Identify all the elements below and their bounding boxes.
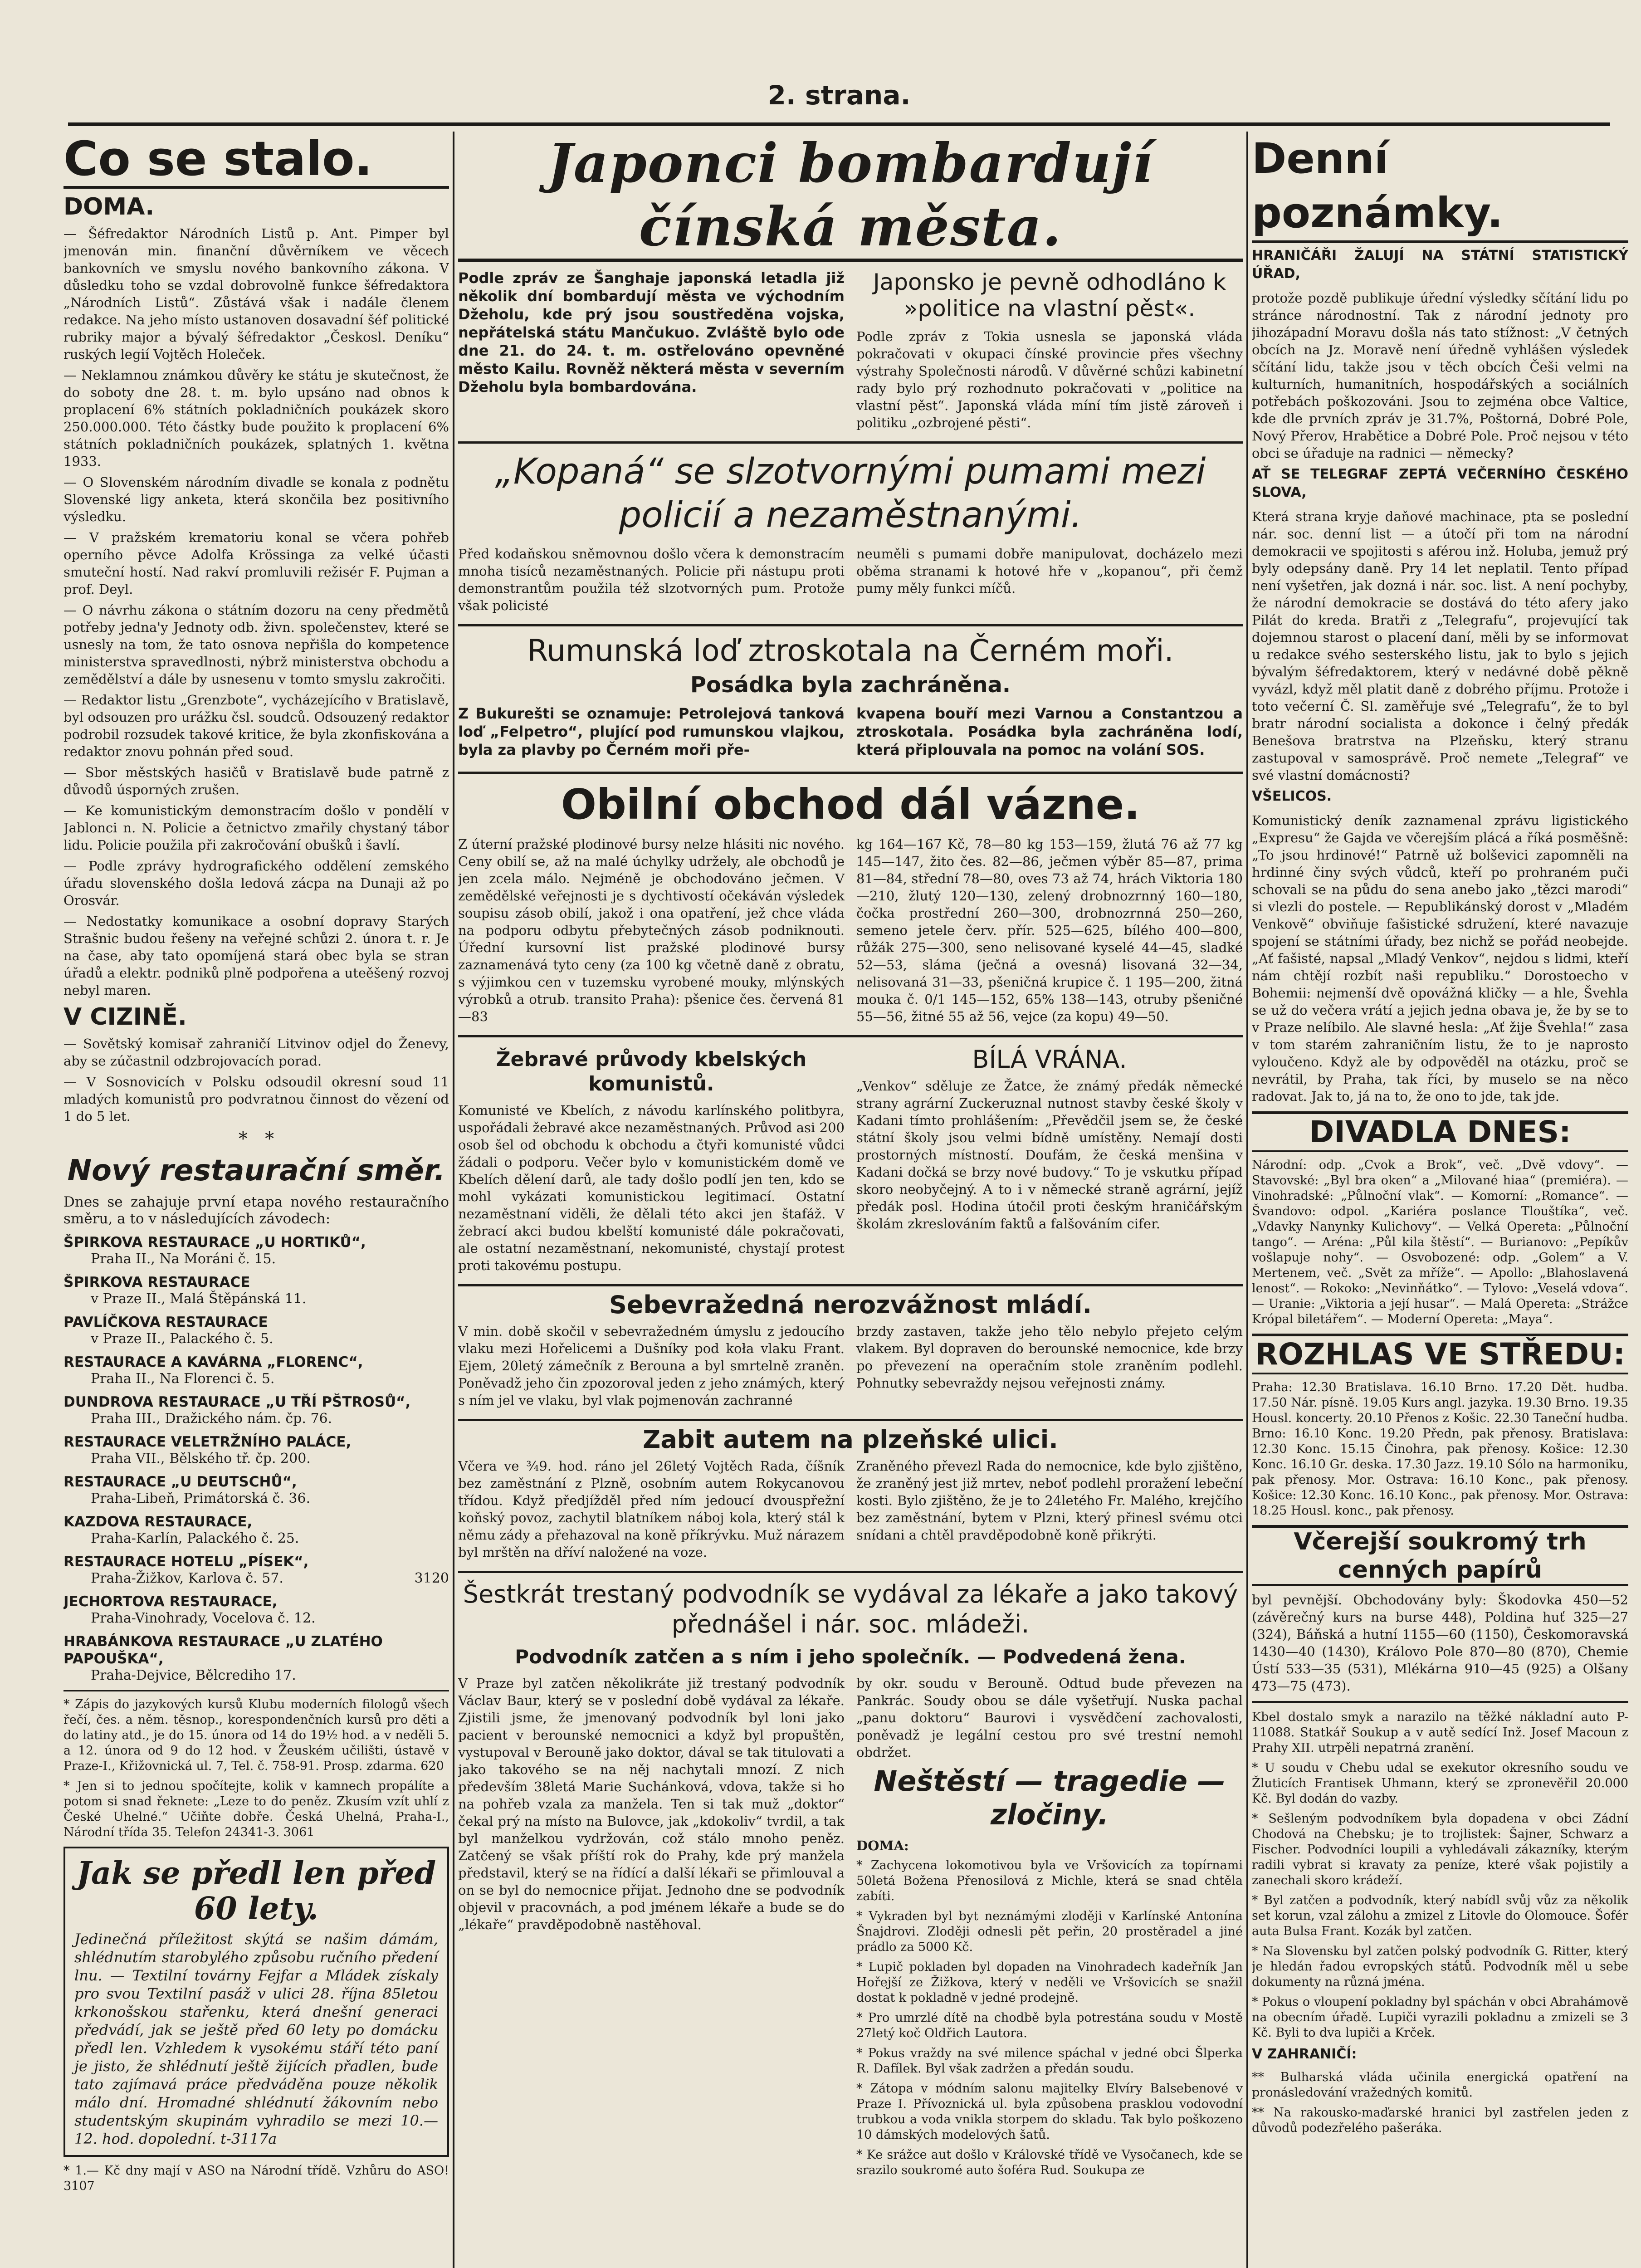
rumun-right: kvapena bouří mezi Varnou a Constantzou a ztroskotala. Posádka byla zachráněna lodí, která připlouvala na pomoc na volání SOS.	[856, 705, 1243, 758]
restaurant-entry	[63, 1473, 449, 1507]
kbel-body: Kbel dostalo smyk a narazilo na těžké nákladní auto P-11088. Statkář Soukup a v autě sedící Inž. Josef Macoun z Prahy XII. utrpěli nepatrná zranění.	[1252, 1710, 1628, 1755]
telegraf-heading: AŤ SE TELEGRAF ZEPTÁ VEČERNÍHO ČESKÉHO SLOVA,	[1252, 466, 1628, 500]
hranicari-body: protože pozdě publikuje úřední výsledky sčítání lidu po stránce národnostní. Tak z národní jednoty pro jihozápadní Moravu došla nás tato stížnost: „V četných obcích na Jz. Moravě není úředně vyhlášen výsledek sčítání lidu, takže jsou v těch obcích Češi velmi na kulturních, humanitních, hospodářských a sociálních potřebách poškozováni. Jsou to zejména obce Valtice, kde dle prvních zpráv je 31.7%, Poštorná, Dobré Pole, Nový Přerov, Hrabětice a Dobré Pole. Proč nejsou v této obci se úřaduje na radnici — německy?	[1252, 290, 1628, 461]
rozhlas-title: ROZHLAS VE STŘEDU:	[1252, 1334, 1628, 1374]
main-banner-headline: Japonci bombardují čínská města.	[458, 132, 1243, 262]
divider	[458, 1571, 1243, 1573]
rumun-headline: Rumunská loď ztroskotala na Černém moři.	[527, 633, 1174, 668]
section-title: Co se stalo.	[63, 132, 449, 189]
zahranici-item: ** Na rakousko-maďarské hranici byl zastřelen jeden z důvodů podezřelého pašeráka.	[1252, 2106, 1628, 2135]
restaurant-name: PAVLÍČKOVA RESTAURACE	[63, 1314, 268, 1330]
nestesti-item: * Lupič pokladen byl dopaden na Vinohradech kadeřník Jan Hořejší ze Žižkova, který v neděli ve Vršovicích se snažil dostat k pokladně v jedné prodejně.	[856, 1960, 1243, 2005]
restaurant-name: ŠPIRKOVA RESTAURACE	[63, 1274, 250, 1290]
section-doma-heading: DOMA.	[63, 193, 155, 220]
divadla-title: DIVADLA DNES:	[1252, 1111, 1628, 1152]
restaurant-address: Praha III., Dražického nám. čp. 76.	[91, 1411, 332, 1427]
restaurant-address: Praha II., Na Moráni č. 15.	[91, 1251, 276, 1267]
section-title: Denní poznámky.	[1252, 132, 1628, 243]
restaurant-entry	[63, 1433, 449, 1467]
crime-item: * Sešleným podvodníkem byla dopadena v obci Zádní Chodová na Chebsku; je to trojlistek: Šajner, Schwarz a Fischer. Podvodníci loupili a vyhledávali zákazníky, kterým radili vybrat si kravaty za peníze, které však pojistily a zanechali skoro krádeží.	[1252, 1812, 1628, 1887]
podvodnik-story	[458, 1675, 1243, 2183]
restaurant-address: v Praze II., Palackého č. 5.	[91, 1331, 274, 1347]
restaurant-address: Praha-Karlín, Palackého č. 25.	[91, 1530, 299, 1546]
obili-headline: Obilní obchod dál vázne.	[561, 780, 1140, 829]
column-rule-right	[1246, 132, 1248, 2268]
nestesti-item: * Vykraden byl byt neznámými zloději v Karlínské Antonína Šnajdrovi. Zloději odnesli pět peřin, 20 prostěradel a jiné prádlo za 5000 Kč.	[856, 1909, 1243, 1954]
divider	[458, 772, 1243, 774]
zahranici-heading: V ZAHRANIČÍ:	[1252, 2046, 1357, 2062]
doma-news-list	[63, 225, 449, 999]
doma-news-item: — V pražském krematoriu konal se včera pohřeb operního pěvce Adolfa Krössinga za velké účasti smuteční hostí. Nad rakví promluvili režisér F. Pujman a prof. Deyl.	[63, 530, 449, 597]
cizina-news-item: — Sovětský komisař zahraničí Litvinov odjel do Ženevy, aby se zúčastnil odzbrojovacích porad.	[63, 1036, 449, 1069]
restaurant-entry	[63, 1593, 449, 1627]
doma-news-item: — Redaktor listu „Grenzbote“, vycházejícího v Bratislavě, byl odsouzen pro urážku čsl. soudců. Odsouzený redaktor podrobil rozsudek takové kritice, že byla zkonfiskována a redaktor znovu pohnán před soud.	[63, 692, 449, 759]
restaurant-entry	[63, 1354, 449, 1387]
obili-story	[458, 836, 1243, 1029]
podvodnik-left: V Praze byl zatčen několikráte již trestaný podvodník Václav Baur, který se v poslední době vydával za lékaře. Zjistili jsme, že jmenovaný podvodník byl loni jako pacient v berounské nemocnici a když byl propuštěn, vystupoval v Berouně jako doktor, dával se tak titulovati a jako takového se na něj nachytali mnozí. Z nich především 38letá Marie Suchánková, vdova, takže si ho na pohřeb vzala za manžela. Ten si tak muž „doktor“ čekal prý na místo na Bulovce, jak „kdokoliv“ tvrdil, a tak byl manželkou vydržován, což stálo mnoho peněz. Zatčený se však příští rok do Prahy, kde prý manžela představil, který se na řídící a další lékaři se přimlouval a on se byl do nemocnice přijat. Jednoho dne se podvodník objevil v pracovnách, a pod jménem lékaře a bude se do „lékaře“ pravděpodobně nastěhoval.	[458, 1676, 845, 1932]
doma-news-item: — Nedostatky komunikace a osobní dopravy Starých Strašnic budou řešeny na veřejné schůzi 2. února t. r. Je na čase, aby tato opomíjená stará obec byla se stran úřadů a elektr. podniků plně podpořena a uteěšený rozvoj nebyl maren.	[63, 914, 449, 998]
restaurant-name: DUNDROVA RESTAURACE „U TŘÍ PŠTROSŮ“,	[63, 1394, 411, 1410]
doma-news-item: — Sbor městských hasičů v Bratislavě bude patrně z důvodů úsporných zrušen.	[63, 765, 449, 797]
nestesti-list	[856, 1858, 1243, 2178]
trh-body: byl pevnější. Obchodovány byly: Škodovka 450—52 (závěrečný kurs na burse 448), Poldina huť 325—27 (324), Báňská a hutní 1155—60 (1150), Českomoravská 1430—40 (1430), Královo Pole 870—80 (870), Chemie Ústí 533—35 (531), Mlékárna 910—45 (925) a Olšany 473—75 (473).	[1252, 1592, 1628, 1694]
rumun-subheadline: Posádka byla zachráněna.	[690, 672, 1011, 698]
restaurant-entry	[63, 1314, 449, 1347]
restaurant-name: RESTAURACE VELETRŽNÍHO PALÁCE,	[63, 1434, 352, 1450]
aso-note: * 1.— Kč dny mají v ASO na Národní třídě. Vzhůru do ASO! 3107	[63, 2164, 449, 2193]
column-co-se-stalo	[63, 132, 449, 2268]
column-main-news	[458, 132, 1243, 2268]
doma-news-item: — O návrhu zákona o státním dozoru na ceny předmětů potřeby jedna'y Jednoty odb. živn. společenstev, které se usnesly na tom, že tato osnova nepřišla do kompetence ministerstva spravedlnosti, nýbrž ministerstva obchodu a zemědělství a dále by usnesenu v tomto smyslu zakročiti.	[63, 602, 449, 687]
restaurant-address: Praha VII., Bělského tř. čp. 200.	[91, 1451, 311, 1466]
restaurant-name: RESTAURACE HOTELU „PÍSEK“,	[63, 1554, 309, 1570]
page-header	[68, 68, 1610, 126]
restaurant-address: Praha-Žižkov, Karlova č. 57. 3120	[91, 1570, 449, 1586]
divider	[458, 1035, 1243, 1037]
section-cizina-heading: V CIZINĚ.	[63, 1003, 187, 1031]
cizina-news-list	[63, 1035, 449, 1125]
restaurant-name: JECHORTOVA RESTAURACE,	[63, 1593, 278, 1610]
sestkrat-headline: Šestkrát trestaný podvodník se vydával za lékaře a jako takový přednášel i nár. soc. mládeži.	[463, 1580, 1238, 1638]
sebevrazedna-story	[458, 1323, 1243, 1413]
divider	[63, 1690, 449, 1691]
small-ad-item: * Jen si to jednou spočítejte, kolik v kamnech propálíte a potom si snad řeknete: „Leze to do peněz. Zkusím vzít uhlí z České Uhelné.“ Učiňte dobře. Česká Uhelná, Praha-I., Národní třída 35. Telefon 24341-3. 3061	[63, 1779, 449, 1839]
zabit-story	[458, 1457, 1243, 1564]
rumun-story	[458, 704, 1243, 765]
restaurant-entry	[63, 1274, 449, 1307]
ad-body: Jedinečná příležitost skýtá se našim dámám, shlédnutím starobylého způsobu ručního předení lnu. — Textilní továrny Fejfar a Mládek získaly pro svou Textilní pasáž v ulici 28. října 85letou krkonošskou stařenku, která dnešní generaci předvádí, jak se ještě před 60 lety po domácku předl len. Vzhledem k vysokému stáří této paní je jisto, že shlédnutí ještě žijících přadlen, bude tato zajímavá práce předváděna pouze několik málo dní. Hromadné shlédnutí žákovním nebo studentským skupinám vyhradilo se mezi 10.—12. hod. dopolední. t-3117a	[74, 1931, 438, 2147]
restaurant-address: Praha-Vinohrady, Vocelova č. 12.	[91, 1610, 316, 1626]
nestesti-item: * Zachycena lokomotivou byla ve Vršovicích za topírnami 50letá Božena Přenosilová z Michle, která se snad chtěla zabíti.	[856, 1858, 1243, 1903]
separator-stars: * *	[238, 1129, 274, 1149]
divadla-body: Národní: odp. „Cvok a Brok“, več. „Dvě vdovy“. — Stavovské: „Byl bra oken“ a „Milované hiaa“ (premiéra). — Vinohradské: „Půlnoční vlak“. — Komorní: „Romance“. — Švandovo: odpol. „Kariéra poslance Tlouštíka“, več. „Vdavky Nanynky Kulichovy“. — Velká Opereta: „Půlnoční tango“. — Aréna: „Půl kila štěstí“. — Burianovo: „Pepíkův vošlapuje nohy“. — Osvobozené: odp. „Golem“ a V. Mertenem, več. „Svět za mříže“. — Apollo: „Blahoslavená lenost“. — Rokoko: „Nevinňátko“. — Tylovo: „Veselá vdova“. — Uranie: „Viktoria a její husar“. — Malá Opereta: „Strážce Krópal biletářem“. — Moderní Opereta: „Maya“.	[1252, 1158, 1628, 1326]
crime-item: * Byl zatčen a podvodník, který nabídl svůj vůz za několik set korun, vzal zálohu a zmizel z Litovle do Olomouce. Šofér auta Bulsa Frant. Kozák byl zatčen.	[1252, 1893, 1628, 1938]
restaurant-name: HRABÁNKOVA RESTAURACE „U ZLATÉHO PAPOUŠKA“,	[63, 1633, 383, 1667]
restaurant-address: Praha-Dejvice, Bělcrediho 17.	[91, 1667, 296, 1683]
ad-title: Jak se předl len před 60 lety.	[76, 1855, 436, 1927]
divider	[458, 1419, 1243, 1421]
restaurant-intro: Dnes se zahajuje první etapa nového restauračního směru, a to v následujících závodech:	[63, 1194, 449, 1227]
kopana-story	[458, 545, 1243, 618]
restaurant-entry	[63, 1553, 449, 1587]
restaurant-address: v Praze II., Malá Štěpánská 11.	[91, 1291, 307, 1307]
column-denni-poznamky	[1252, 132, 1628, 2268]
japan-story	[458, 269, 1243, 435]
zabit-right: Zraněného převezl Rada do nemocnice, kde bylo zjištěno, že zraněný jest již mrtev, neboť podlehl proražení lebeční kosti. Bylo zjištěno, že je to 24letého Fr. Malého, krejčího bez zaměstnání, bytem v Plzni, který přinesl svému otci snídani a chtěl pravděpodobně koně přikrýti.	[856, 1458, 1243, 1543]
kopana-left: Před kodaňskou sněmovnou došlo včera k demonstracím mnoha tisíců nezaměstnaných. Policie při nástupu proti demonstrantům použila též slzotvorných pum. Protože však policisté	[458, 546, 845, 613]
doma-news-item: — Podle zprávy hydrografického oddělení zemského úřadu slovenského došla ledová zácpa na Dunaji až po Orosvár.	[63, 858, 449, 908]
ad-number: 3120	[414, 1570, 449, 1586]
cizina-news-item: — V Sosnovicích v Polsku odsoudil okresní soud 11 mladých komunistů pro podvratnou činnost do vězení od 1 do 5 let.	[63, 1074, 449, 1124]
kopana-headline: „Kopaná“ se slzotvornými pumami mezi policií a nezaměstnanými.	[495, 451, 1206, 536]
restaurant-name: RESTAURACE A KAVÁRNA „FLORENC“,	[63, 1354, 363, 1370]
vrana-headline: BÍLÁ VRÁNA.	[972, 1045, 1127, 1074]
zabit-headline: Zabit autem na plzeňské ulici.	[643, 1425, 1058, 1454]
crime-item: * U soudu v Chebu udal se exekutor okresního soudu ve Žluticích Frantisek Uhmann, který se zpronevěřil 20.000 Kč. Byl dodán do vazby.	[1252, 1761, 1628, 1806]
restaurant-address: Praha II., Na Florenci č. 5.	[91, 1371, 275, 1387]
page-number: 2. strana.	[767, 80, 911, 111]
restaurant-name: RESTAURACE „U DEUTSCHŮ“,	[63, 1474, 297, 1490]
kbely-vrana-row	[458, 1044, 1243, 1278]
nestesti-item: * Pro umrzlé dítě na chodbě byla potrestána soudu v Mostě 27letý koč Oldřich Lautora.	[856, 2011, 1243, 2040]
nestesti-headline: Neštěstí — tragedie — zločiny.	[874, 1765, 1226, 1831]
nestesti-item: * Zátopa v módním salonu majitelky Elvíry Balsebenové v Praze I. Přívoznická ul. byla způsobena prasklou vodovodní trubkou a voda vnikla storpem do skladu. Tak bylo poškozeno 10 dámských modelových šatů.	[856, 2082, 1243, 2142]
restaurant-name: ŠPIRKOVA RESTAURACE „U HORTIKŮ“,	[63, 1234, 366, 1251]
zebrave-headline: Žebravé průvody kbelských komunistů.	[496, 1048, 807, 1095]
restaurant-entry	[63, 1633, 449, 1684]
rozhlas-body: Praha: 12.30 Bratislava. 16.10 Brno. 17.20 Dět. hudba. 17.50 Nár. písně. 19.05 Kurs angl. jazyka. 19.30 Brno. 19.35 Housl. koncerty. 20.10 Přenos z Košic. 22.30 Taneční hudba. Brno: 16.10 Konc. 19.20 Předn, pak přenosy. Bratislava: 12.30 Konc. 15.15 Činohra, pak přenosy. Košice: 12.30 Konc. 16.10 Gr. deska. 17.30 Jazz. 19.10 Sólo na harmoniku, pak přenosy. Mor. Ostrava: 16.10 Konc., pak přenosy. Košice: 12.30 Konc. 16.10 Konc., pak přenosy. Mor. Ostrava: 18.25 Housl. konc., pak přenosy.	[1252, 1380, 1628, 1518]
nestesti-item: * Ke srážce aut došlo v Královské třídě ve Vysočanech, kde se srazilo soukromé auto šoféra Rud. Soukupa ze	[856, 2148, 1243, 2177]
kopana-right: neuměli s pumami dobře manipulovat, docházelo mezi oběma stranami k hotové hře v „kopanou“, při čemž pumy měly funkci míčů.	[856, 546, 1243, 596]
zebrave-body: Komunisté ve Kbelích, z návodu karlínského politbyra, uspořádali žebravé akce nezaměstnaných. Průvod asi 200 osob šel od obchodu k obchodu a čtyři komunisté vůdci žádali o podporu. Večer bylo v komunistickém domě ve Kbelích dělení darů, ale tady došlo podlí jen ten, kdo se mohl vykázati komunistickou legitimací. Ostatní nezaměstnaní viděli, že dělali této akci jen štafáž. V žebrací akci budou kbelští komunisté dále pokračovati, ale ostatní nezaměstnaní, nekomunisté, chystají protest proti takovému postupu.	[458, 1103, 845, 1273]
doma-news-item: — Neklamnou známkou důvěry ke státu je skutečnost, že do soboty dne 28. t. m. bylo upsáno nad obnos k proplacení 6% státních pokladničních poukázek skoro 250.000.000. Této částky bude použito k proplacení 6% státních pokladničních poukázek, splatných 1. května 1933.	[63, 367, 449, 469]
small-ad-item: * Zápis do jazykových kursů Klubu moderních filologů všech řečí, čes. a něm. těsnop., korespondenčních kursů pro děti a do latiny atd., je do 15. února od 14 do 19½ hod. a v neděli 5. a 12. února od 9 do 12 hod. v Žeuském učilišti, ústavě v Praze-I., Křižovnická ul. 7, Tel. č. 758-91. Prosp. zdarma. 620	[63, 1697, 449, 1773]
divider	[1252, 1701, 1628, 1703]
nestesti-item: * Pokus vraždy na své milence spáchal v jedné obci Šlperka R. Dafílek. Byl však zadržen a předán soudu.	[856, 2046, 1243, 2076]
restaurant-entry	[63, 1393, 449, 1427]
restaurant-entry	[63, 1234, 449, 1267]
obili-left: Z úterní pražské plodinové bursy nelze hlásiti nic nového. Ceny obilí se, až na malé úchylky udržely, ale obchodů je jen zcela málo. Nejméně je obchodováno ječmen. V zemědělské veřejnosti je s dychtivostí očekáván výsledek soupisu zásob obilí, jakož i ona opatření, jež chce vláda na podporu odbytu přebytečných zásob podniknouti. Úřední kursovní list pražské plodinové bursy zaznamenává tyto ceny (za 100 kg včetně daně z obratu, s výjimkou cen v tuzemsku vyrobené mouky, mlýnských výrobků a otrub. transito Praha): pšenice čes. červená 81—83	[458, 836, 845, 1024]
restaurant-address: Praha-Libeň, Primátorská č. 36.	[91, 1491, 311, 1506]
zabit-left: Včera ve ¾9. hod. ráno jel 26letý Vojtěch Rada, číšník bez zaměstnání z Plzně, osobním autem Rokycanovou třídou. Když předjížděl před ním jedoucí dvouspřežní koňský povoz, zachytil blatníkem náboj kola, který stál k němu zády a přehazoval na koně příkrývku. Muž nárazem byl mrštěn na dříví naložené na voze.	[458, 1458, 845, 1560]
crime-items	[1252, 1760, 1628, 2041]
sebe-left: V min. době skočil v sebevražedném úmyslu z jedoucího vlaku mezi Hořelicemi a Dušníky pod koła vlaku Frant. Ejem, 20letý zámečník z Berouna a byl smrtelně zraněn. Poněvadž jeho čin zpozoroval jeden z jeho známých, který s ním jel ve vlaku, byl vlak pojmenován zachranné	[458, 1324, 845, 1408]
japan-body: Podle zpráv z Tokia usnesla se japonská vláda pokračovati v okupaci čínské provincie přes všechny výstrahy Společnosti národů. V důvěrné schůzi kabinetní rady bylo prý rozhodnuto pokračovati v „politice na vlastní pěst“. Japonská vláda míní tím jistě zároveň i politiku „ozbrojené pěsti“.	[856, 329, 1243, 430]
divider	[458, 624, 1243, 626]
doma-news-item: — O Slovenském národním divadle se konala z podnětu Slovenské ligy anketa, která skončila bez positivního výsledku.	[63, 474, 449, 524]
hranicari-heading: HRANIČÁŘI ŽALUJÍ NA STÁTNÍ STATISTICKÝ ÚŘAD,	[1252, 248, 1628, 282]
small-ads	[63, 1697, 449, 1840]
doma-news-item: — Ke komunistickým demonstracím došlo v pondělí v Jablonci n. N. Policie a četnictvo zmařily chystaný tábor lidu. Policie použila při zakročování obušků i šavlí.	[63, 803, 449, 853]
restaurant-entry	[63, 1513, 449, 1547]
zahranici-item: ** Bulharská vláda učinila energická opatření na pronásledování vražedných komitů.	[1252, 2070, 1628, 2100]
trh-title: Včerejší soukromý trh cenných papírů	[1252, 1525, 1628, 1586]
crime-item: * Pokus o vloupení pokladny byl spáchán v obci Abrahámově na obecním úřadě. Lupiči vyrazili pokladnu a zmizeli se 3 Kč. Byli to dva lupiči a Krček.	[1252, 1995, 1628, 2040]
vrana-body: „Venkov“ sděluje ze Žatce, že známý předák německé strany agrární Zuckeruznal nutnost stavby české školy v Kadani tímto prohlášením: „Převědčil jsem se, že české státní školy jsou velmi bídně umístěny. Nemají dosti prostorných místností. Doufám, že česká menšina v Kadani dočká se brzy nové budovy.“ To je vskutku případ skoro neobyčejný. A to i v německé straně agrární, jejíž předák posl. Hodina útočil proti českým hraničářským školám zkreslováním faktů a falšováním cifer.	[856, 1078, 1243, 1232]
sebe-right: brzdy zastaven, takže jeho tělo nebylo přejeto celým vlakem. Byl dopraven do berounské nemocnice, kde brzy po převezení na operačním stole zraněním podlehl. Pohnutky sebevraždy nejsou veřejnosti známy.	[856, 1324, 1243, 1391]
nestesti-doma-label: DOMA:	[856, 1838, 909, 1853]
velicos-body: Komunistický deník zaznamenal zprávu ligistického „Expresu“ že Gajda ve včerejším plácá a říká posměšně: „To jsou hrdinové!“ Patrně už bolševici zapomněli na hrdinné činy svých vůdců, kteří po prohraném puči schovali se na půdu do sena anebo jako „tězci marodi“ si vlezli do postele. — Republikánský dorost v „Mladém Venkově“ obviňuje fašistické sdružení, které navazuje spojení se státními úřady, bez nichž se pořád neobejde. „Ať fašisté, napsal „Mladý Venkov“, nejdou s lidmi, kteří nám chtějí rozbít naši republiku.“ Dorostoecho v Bohemii: nejmenší dvě opovážná kličky — a hle, Švehla se už do večera vrátí a jejich jedna obava je, že by se to v Praze nelíbilo. Ale slavné hesla: „Ať žije Švehla!“ zasa v tom starém zahraničním listu, že to je naprosto vyloučeno. Když ale by odpověděl na otázku, proč se nevrátil, by Praha, tak říci, by muselo se na něco radovat. Jak to, já na to, že ono to jde, tak jde.	[1252, 813, 1628, 1104]
obili-right: kg 164—167 Kč, 78—80 kg 153—159, žlutá 76 až 77 kg 145—147, žito čes. 82—86, ječmen výběr 85—87, prima 81—84, střední 78—80, oves 73 až 74, hrách Viktoria 180—210, žlutý 120—130, zelený drobnozrnný 160—180, čočka prostřední 260—300, drobnozrnná 250—260, semeno jetele červ. přír. 525—625, bílého 400—800, růžák 275—300, seno nelisované kyselé 44—45, sladké 52—53, sláma (ječná a ovesná) lisovaná 32—34, nelisovaná 31—33, pšeničná krupice č. 1 195—200, žitná mouka č. 0/1 145—152, 65% 138—143, otruby pšeničné 55—56, žitné 55 až 56, vejce (za kopu) 49—50.	[856, 836, 1243, 1024]
velicos-heading: VŠELICOS.	[1252, 788, 1332, 804]
telegraf-body: Která strana kryje daňové machinace, pta se poslední nár. soc. denní list — a útočí při tom na národní demokracii ve spojitosti s aférou inž. Holuba, jemuž prý byly odepsány daně. Pry 14 let neplatil. Tento případ není vyšetřen, jak dozná i nár. soc. list. A není pochyby, že národní demokracie se dostává do této afery jako Pilát do kreda. Bratři z „Telegrafu“, projevující tak dojemnou starost o placení daní, měli by se informovat u redakce svého sesterského listu, jak to bylo s jejich bývalým šéfredaktorem, který v nedávné době pěkně vyvázl, když měl platit daně z dobrého příjmu. Protože i toto večerní Č. Sl. zaměřuje své „Telegrafu“, že to byl bratr národní socialista a dokonce i čelný předák Benešova bratrstva na Plzeňsku, který stranu zastupoval v samosprávě. Proč nemete „Telegraf“ ve své vlastní domácnosti?	[1252, 509, 1628, 783]
japan-subheadline: Japonsko je pevně odhodláno k »politice na vlastní pěst«.	[873, 269, 1226, 322]
podvodnik-right: by okr. soudu v Berouně. Odtud bude převezen na Pankrác. Soudy obou se dále vyšetřují. Nuska pachal „panu doktoru“ Baurovi i vysvědčení zachovalosti, poněvadž je legální cestou pro své trestní nemohl obdržet.	[856, 1676, 1243, 1760]
restaurant-list	[63, 1234, 449, 1684]
crime-item: * Na Slovensku byl zatčen polský podvodník G. Ritter, který je hledán řadou evropských států. Podvodník měl u sebe dokumenty na různá jména.	[1252, 1944, 1628, 1989]
divider	[458, 441, 1243, 444]
podvodnik-headline: Podvodník zatčen a s ním i jeho společník. — Podvedená žena.	[515, 1646, 1186, 1668]
restaurant-headline: Nový restaurační směr.	[67, 1154, 445, 1188]
japan-lead: Podle zpráv ze Šanghaje japonská letadla již několik dní bombardují města ve východním Džeholu, kde prý jsou soustředěna vojska, nepřátelská státu Mančukuo. Zvláště bylo ode dne 21. do 24. t. m. ostřelováno opevněné město Kailu. Rovněž některá města v severním Džeholu byla bombardována.	[458, 269, 845, 396]
zahranici-list	[1252, 2070, 1628, 2136]
sebevrazedna-headline: Sebevražedná nerozvážnost mládí.	[609, 1290, 1092, 1319]
restaurant-name: KAZDOVA RESTAURACE,	[63, 1514, 253, 1530]
rumun-left: Z Bukurešti se oznamuje: Petrolejová tanková loď „Felpetro“, plující pod rumunskou vlajkou, byla za plavby po Černém moři pře-	[458, 705, 845, 758]
doma-news-item: — Šéfredaktor Národních Listů p. Ant. Pimper byl jmenován min. finanční důvěrníkem ve věcech bankovních ve smyslu nového bankovního zákona. V důsledku toho se vzdal dobrovolně funkce šéfredaktora „Národních Listů“. Zůstává však i nadále členem redakce. Na jeho místo ustanoven dosavadní šéf politické rubriky major a bývalý šéfredaktor „Českosl. Deníku“ ruských legií Vojtěch Holeček.	[63, 226, 449, 362]
divider	[458, 1284, 1243, 1286]
column-rule-left	[453, 132, 454, 2268]
flax-spinning-ad	[63, 1847, 449, 2157]
